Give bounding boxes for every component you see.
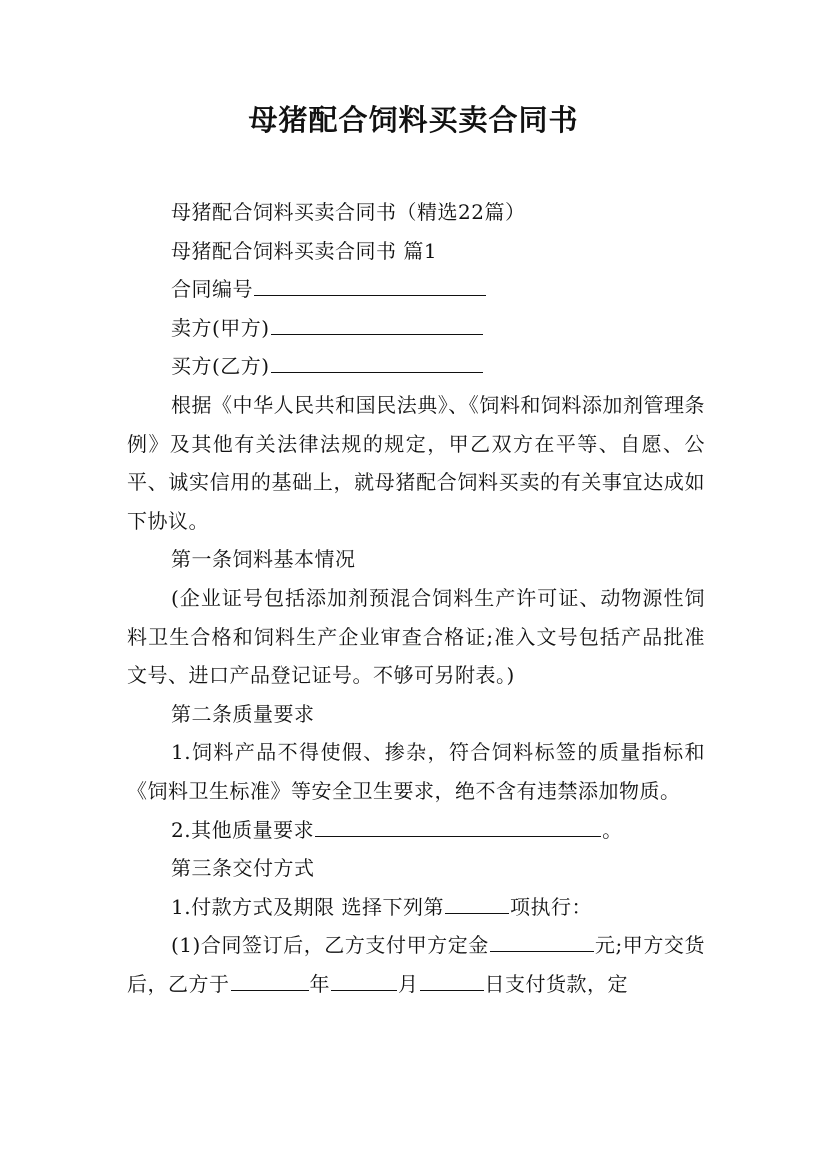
year-label: 年 (309, 971, 330, 996)
subtitle-line: 母猪配合饲料买卖合同书（精选22篇） (171, 200, 526, 224)
month-label: 月 (398, 971, 419, 996)
payment-day-text: 日支付货款，定 (484, 971, 628, 996)
article-2-item-2-label: 2.其他质量要求 (171, 817, 315, 842)
contract-number-blank (254, 277, 486, 296)
article-2-item-1: 1.饲料产品不得使假、掺杂，符合饲料标签的质量指标和《饲料卫生标准》等安全卫生要求，绝不含有违禁添加物质。 (127, 740, 705, 803)
year-blank (231, 972, 309, 991)
preamble-paragraph: 根据《中华人民共和国民法典》、《饲料和饲料添加剂管理条例》及其他有关法律法规的规定，甲乙双方在平等、自愿、公平、诚实信用的基础上，就母猪配合饲料买卖的有关事宜达成如下协议。 (127, 392, 705, 533)
buyer-line (127, 347, 705, 386)
payment-method-label: 1.付款方式及期限 选择下列第 (171, 894, 444, 919)
contract-number-line (127, 270, 705, 309)
article-3-heading: 第三条交付方式 (171, 856, 315, 881)
article-2-item-2 (127, 811, 705, 850)
chapter-heading: 母猪配合饲料买卖合同书 篇1 (171, 238, 438, 263)
payment-option-blank (445, 895, 509, 914)
article-1-paragraph: (企业证号包括添加剂预混合饲料生产许可证、动物源性饲料卫生合格和饲料生产企业审查合格证;准入文号包括产品批准文号、进口产品登记证号。不够可另附表。) (127, 585, 705, 688)
buyer-label: 买方(乙方) (171, 354, 270, 379)
seller-label: 卖方(甲方) (171, 315, 270, 340)
seller-blank (271, 316, 483, 335)
contract-number-label: 合同编号 (171, 277, 253, 302)
article-2-item-2-end: 。 (602, 817, 623, 842)
article-3-option-1 (127, 926, 705, 1003)
article-3-item-1 (127, 888, 705, 927)
day-blank (420, 972, 484, 991)
delivery-text: 元;甲方交货后，乙方于 (127, 933, 705, 996)
article-1-heading: 第一条饲料基本情况 (171, 547, 356, 572)
article-2-heading: 第二条质量要求 (171, 701, 315, 726)
month-blank (331, 972, 397, 991)
document-title: 母猪配合饲料买卖合同书 (248, 103, 579, 137)
payment-method-suffix: 项执行： (509, 894, 592, 919)
deposit-label: (1)合同签订后，乙方支付甲方定金 (171, 933, 489, 958)
deposit-amount-blank (490, 933, 594, 952)
buyer-blank (271, 354, 483, 373)
seller-line (127, 309, 705, 348)
quality-blank (315, 818, 601, 837)
document-body (127, 193, 705, 1003)
